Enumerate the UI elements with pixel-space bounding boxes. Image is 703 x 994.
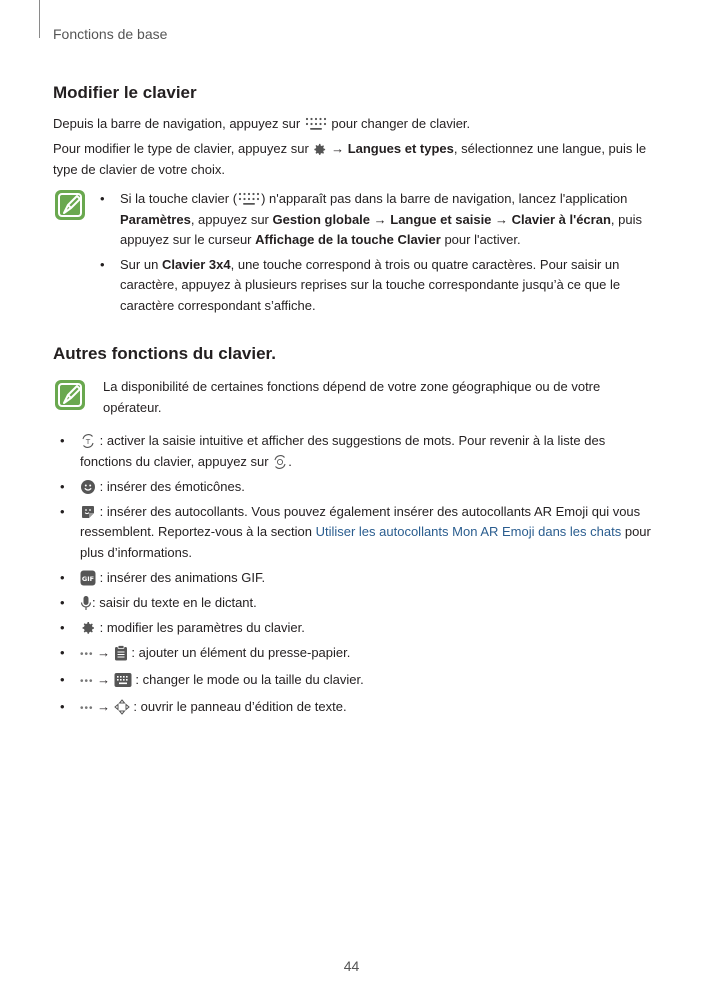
list-item-clipboard bbox=[60, 643, 655, 666]
svg-text:T: T bbox=[85, 438, 91, 446]
item0-tail: . bbox=[288, 453, 292, 469]
note-bullet-item bbox=[100, 255, 650, 317]
item8-text: : ouvrir le panneau d’édition de texte. bbox=[133, 698, 347, 714]
p1-text-before: Depuis la barre de navigation, appuyez sur bbox=[53, 116, 301, 131]
note1-b-langue: Langue et saisie bbox=[390, 211, 492, 227]
item2-tail: pour plus d’informations. bbox=[80, 524, 651, 560]
bullet-dot: • bbox=[60, 569, 65, 585]
item2-text: : insérer des autocollants. Vous pouvez également insérer des autocollants AR Emoji qui vous ressemblent. Reportez-vous à la section bbox=[80, 503, 641, 539]
bullet-dot: • bbox=[60, 503, 65, 519]
bullet-dot: • bbox=[60, 698, 65, 714]
keyboard-functions-list bbox=[60, 431, 655, 724]
p2-arrow: → bbox=[331, 141, 345, 156]
list-item-settings bbox=[60, 618, 655, 639]
item7-text: : changer le mode ou la taille du clavier. bbox=[135, 671, 364, 687]
item7-arrow: → bbox=[97, 671, 111, 687]
note-icon bbox=[54, 189, 86, 221]
note-bullet-item bbox=[100, 189, 650, 251]
item8-arrow: → bbox=[97, 698, 111, 714]
section-title-autres-fonctions: Autres fonctions du clavier. bbox=[53, 344, 276, 363]
more-options-icon: ••• bbox=[80, 702, 94, 714]
section-title-modifier-clavier: Modifier le clavier bbox=[53, 83, 197, 102]
p2-text-after: , sélectionnez une langue, puis le type de clavier de votre choix. bbox=[53, 141, 647, 177]
list-item-voice bbox=[60, 593, 655, 614]
gear-icon bbox=[312, 142, 327, 157]
availability-note: La disponibilité de certaines fonctions dépend de votre zone géographique ou de votre opérateur. bbox=[103, 379, 601, 415]
note1-t4: , puis appuyez sur le curseur bbox=[120, 211, 642, 247]
bullet-dot: • bbox=[60, 671, 65, 687]
bullet-dot: • bbox=[60, 619, 65, 635]
keyboard-icon bbox=[114, 672, 132, 688]
text-edit-icon bbox=[114, 699, 130, 715]
emoji-predictive-icon bbox=[272, 454, 288, 470]
p1-text-after: pour changer de clavier. bbox=[331, 116, 471, 131]
bullet-dot: • bbox=[60, 594, 65, 610]
note1-arrow1: → bbox=[373, 211, 387, 227]
list-item-gif bbox=[60, 568, 655, 589]
paragraph-keyboard-type bbox=[53, 138, 653, 180]
item1-text: : insérer des émoticônes. bbox=[99, 478, 245, 494]
bullet-dot: • bbox=[60, 478, 65, 494]
item6-arrow: → bbox=[97, 644, 111, 660]
p2-bold-langues: Langues et types bbox=[347, 141, 454, 156]
list-item-predictive bbox=[60, 431, 655, 472]
keyboard-dots-icon bbox=[304, 116, 328, 132]
note2-b-clavier3x4: Clavier 3x4 bbox=[161, 256, 231, 272]
note-bullet-list bbox=[100, 189, 650, 316]
bullet-dot: • bbox=[60, 644, 65, 660]
list-item-text-edit bbox=[60, 697, 655, 720]
note2-t1: Sur un bbox=[120, 256, 159, 272]
note1-arrow2: → bbox=[495, 211, 509, 227]
gear-icon bbox=[80, 620, 96, 636]
note1-t5: pour l'activer. bbox=[444, 232, 521, 247]
list-item-keyboard-mode bbox=[60, 670, 655, 693]
gif-icon bbox=[80, 570, 96, 586]
running-header: Fonctions de base bbox=[53, 26, 168, 42]
note1-b-affichage: Affichage de la touche Clavier bbox=[255, 232, 441, 247]
microphone-icon bbox=[80, 595, 92, 611]
paragraph-navigation bbox=[53, 113, 653, 134]
bullet-dot: • bbox=[100, 191, 105, 206]
clipboard-icon bbox=[114, 645, 128, 661]
note1-t1: Si la touche clavier ( bbox=[120, 191, 238, 206]
note1-b-parametres: Paramètres bbox=[120, 211, 191, 227]
p2-text-before: Pour modifier le type de clavier, appuyez sur bbox=[53, 141, 309, 156]
item6-text: : ajouter un élément du presse-papier. bbox=[131, 644, 351, 660]
svg-text:GIF: GIF bbox=[81, 574, 95, 583]
sticker-icon bbox=[80, 504, 96, 520]
item3-text: : insérer des animations GIF. bbox=[99, 569, 266, 585]
note-icon bbox=[54, 379, 86, 411]
keyboard-dots-icon bbox=[237, 191, 261, 207]
list-item-sticker bbox=[60, 502, 655, 564]
bullet-dot: • bbox=[60, 433, 65, 448]
link-ar-emoji-stickers[interactable]: Utiliser les autocollants Mon AR Emoji dans les chats bbox=[315, 524, 622, 539]
page-number: 44 bbox=[343, 958, 360, 974]
item4-text: : saisir du texte en le dictant. bbox=[92, 594, 257, 610]
note1-t3: , appuyez sur bbox=[190, 211, 269, 227]
item0-text: : activer la saisie intuitive et afficher des suggestions de mots. Pour revenir à la liste des fonctions du clavier, appuyez sur bbox=[80, 433, 606, 469]
header-rule bbox=[39, 0, 40, 38]
note2-t2: , une touche correspond à trois ou quatre caractères. Pour saisir un caractère, appuyez à plusieurs reprises sur la touche correspondante jusqu’à ce que le caractère correspondant s’affiche. bbox=[120, 256, 621, 313]
predictive-text-icon bbox=[80, 433, 96, 449]
emoji-icon bbox=[80, 479, 96, 495]
note1-b-clavier-ecran: Clavier à l'écran bbox=[511, 211, 611, 227]
bullet-dot: • bbox=[100, 256, 105, 272]
note1-b-gestion: Gestion globale bbox=[272, 211, 371, 227]
list-item-emoji bbox=[60, 477, 655, 498]
note1-t2: ) n'apparaît pas dans la barre de navigation, lancez l'application bbox=[261, 191, 628, 206]
item5-text: : modifier les paramètres du clavier. bbox=[99, 619, 305, 635]
more-options-icon: ••• bbox=[80, 648, 94, 660]
more-options-icon: ••• bbox=[80, 675, 94, 687]
